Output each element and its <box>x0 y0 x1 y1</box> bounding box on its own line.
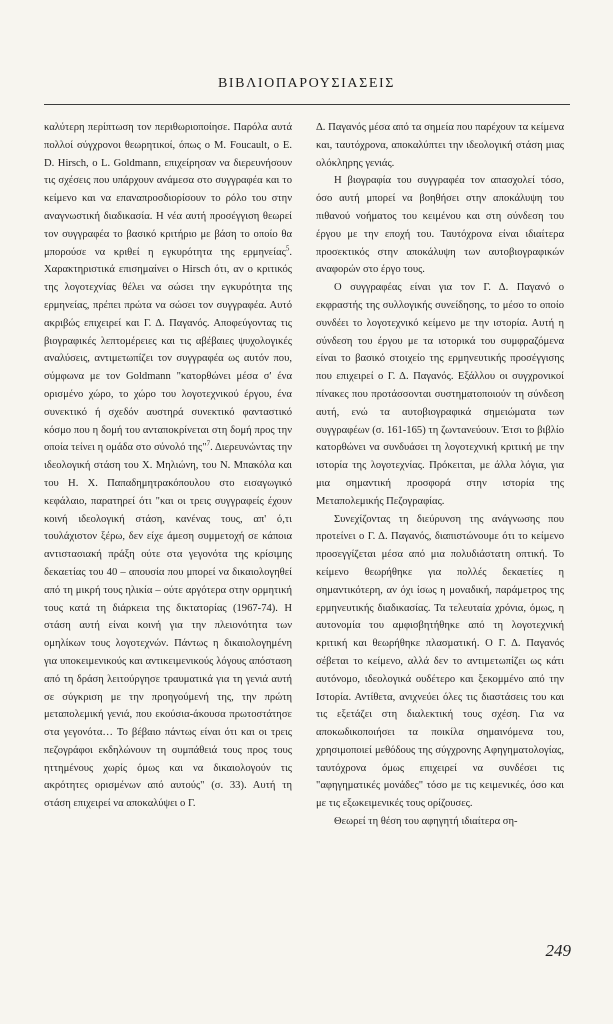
footnote-ref-7: 7 <box>206 439 211 448</box>
left-paragraph-1-text: καλύτερη περίπτωση τον περιθωριοποίησε. Παρόλα αυτά πολλοί σύγχρονοι θεωρητικοί, όπως ο M. Foucault, o E. D. Hirsch, o L. Goldmann, επιχείρησαν να διερευνήσουν τις σχέσεις που υπάρχουν ανάμεσα στο συγγραφέα και το κείμενο και να επαναπροσδιορίσουν το ρόλο του στην αναγνωστική διαδικασία. Η νέα αυτή προσέγγιση θεωρεί τον συγγραφέα το βασικό κριτήριο με βάση το οποίο θα μπορούσε να κριθεί η εγκυρότητα της ερμηνείας <box>44 122 292 258</box>
left-paragraph-1-end: . Διερευνώντας την ιδεολογική στάση του Χ. Μηλιώνη, του Ν. Μπακόλα και του Η. Χ. Παπαδημητρακόπουλου στο εισαγωγικό κεφάλαιο, παρατηρεί ότι "και οι τρεις συγγραφείς έχουν κοινή ιδεολογική στάση, κανένας τους, απ' ό,τι τουλάχιστον ξέρω, δεν είχε άμεση συμμετοχή σε κάποια αντιστασιακή πράξη ούτε στα γεγονότα της κρίσιμης δεκαετίας του 40 – απουσία που μπορεί να δικαιολογηθεί από τη μικρή τους ηλικία – ούτε αργότερα στην ορμητική τους κατά τη διάρκεια της δικτατορίας (1967-74). Η στάση αυτή είναι κοινή για την πλειονότητα των ομηλίκων τους λογοτεχνών. Πάντως η δικαιολογημένη για υποκειμενικούς και αντικειμενικούς λόγους απόσταση από τη δράση λειτούργησε τραυματικά για τη γενιά αυτή σε σύγκριση με την προηγούμενή της, την πρώτη μεταπολεμική γενιά, που εκούσια-άκουσα πρωτοστάτησε στα γεγονότα… Το βέβαιο πάντως είναι ότι και οι τρεις πεζογράφοι εκδηλώνουν τη συμπάθειά τους προς τους ηττημένους χωρίς όμως και να δικαιολογούν τις ακρότητες ορισμένων από αυτούς" (σ. 33). Αυτή τη στάση επιχειρεί να αποκαλύψει ο Γ. <box>44 442 292 810</box>
right-paragraph-2: Η βιογραφία του συγγραφέα τον απασχολεί τόσο, όσο αυτή μπορεί να βοηθήσει στην αποκάλυψη του πιθανού νοήματος του κειμένου και στη σύνδεση του έργου με την εποχή του. Ταυτόχρονα είναι ιδιαίτερα προσεκτικός στην αποκάλυψη των αυτοβιογραφικών αναφορών στο έργο τους. <box>316 175 564 276</box>
left-paragraph-1-continued: . Χαρακτηριστικά επισημαίνει ο Hirsch ότι, αν ο κριτικός της λογοτεχνίας θέλει να σώσει την εγκυρότητα της ερμηνείας, πρέπει πρώτα να σώσει τον συγγραφέα. Αυτό ακριβώς επιχειρεί και Γ. Δ. Παγανός. Αποφεύγοντας τις βιογραφικές λεπτομέρειες και τις αβέβαιες ψυχολογικές αναλύσεις, αντιμετωπίζει τον συγγραφέα ως αυτόν που, σύμφωνα με τον Goldmann "κατορθώνει μέσα σ' ένα ορισμένο χώρο, το χώρο του λογοτεχνικού έργου, ένα συνεκτικό ή σχεδόν αυστηρά συνεκτικό φανταστικό κόσμο που η δομή του ανταποκρίνεται στη δομή προς την οποία τείνει η ομάδα στο σύνολό της" <box>44 246 292 454</box>
right-paragraph-3: Ο συγγραφέας είναι για τον Γ. Δ. Παγανό ο εκφραστής της συλλογικής συνείδησης, το μέσο το οποίο συνδέει το λογοτεχνικό κείμενο με την ιστορία. Αυτή η σύνδεση του έργου με τα ιστορικά του συμφραζόμενα είναι το βασικό στοιχείο της ερμηνευτικής προσέγγισης που επιχειρεί ο Γ. Δ. Παγανός. Εξάλλου οι συγχρονικοί πίνακες που προτάσσονται συστηματοποιούν τη σύνδεση αυτή, ενώ τα αυτοβιογραφικά σημειώματα των συγγραφέων (σ. 161-165) τη ζωντανεύουν. Έτσι το βιβλίο κατορθώνει να συνδυάσει τη λογοτεχνική κριτική με την ιστορία της λογοτεχνίας. Πρόκειται, με άλλα λόγια, για μια σημαντική προσφορά στην ιστορία της Μεταπολεμικής Πεζογραφίας. <box>316 282 564 507</box>
left-paragraph-1 <box>44 119 292 813</box>
right-paragraph-5: Θεωρεί τη θέση του αφηγητή ιδιαίτερα ση- <box>334 816 518 828</box>
footnote-ref-5: 5 <box>285 244 290 253</box>
right-paragraph-4: Συνεχίζοντας τη διεύρυνση της ανάγνωσης που προτείνει ο Γ. Δ. Παγανός, διαπιστώνουμε ότι το κείμενο προσεγγίζεται μέσα από μια πολυδιάστατη οπτική. Το κείμενο θεωρήθηκε για πολλές δεκαετίες η σημαντικότερη, αν όχι ίσως η μοναδική, παράμετρος της ερμηνευτικής διαδικασίας. Τα τελευταία χρόνια, όμως, η αυτονομία του αμφισβητήθηκε από τη λογοτεχνική κριτική και θεωρήθηκε πλασματική. Ο Γ. Δ. Παγανός σέβεται το κείμενο, αλλά δεν το αντιμετωπίζει ως κάτι αυτόνομο, ιδεολογικά ουδέτερο και ξεκομμένο από την Ιστορία. Αντίθετα, ανιχνεύει όλες τις διαστάσεις του και τις εξετάζει στη διαλεκτική τους σχέση. Για να αποκωδικοποιήσει τα ποικίλα σημαινόμενα του, χρησιμοποιεί μεθόδους της σύγχρονης Αφηγηματολογίας, ταυτόχρονα όμως επιχειρεί να συνδέσει τις "αφηγηματικές μονάδες" τόσο με τις κειμενικές, όσο και με τις εξωκειμενικές τους ορίζουσες. <box>316 513 564 810</box>
page-number: 249 <box>545 941 571 960</box>
header-rule <box>44 104 570 105</box>
right-paragraph-1: Δ. Παγανός μέσα από τα σημεία που παρέχουν τα κείμενα και, ταυτόχρονα, αποκαλύπτει την ιδεολογική στάση μιας ολόκληρης γενιάς. <box>316 122 564 169</box>
left-column <box>44 119 292 813</box>
right-column <box>316 119 564 831</box>
running-header: ΒΙΒΛΙΟΠΑΡΟΥΣΙΑΣΕΙΣ <box>217 76 396 91</box>
